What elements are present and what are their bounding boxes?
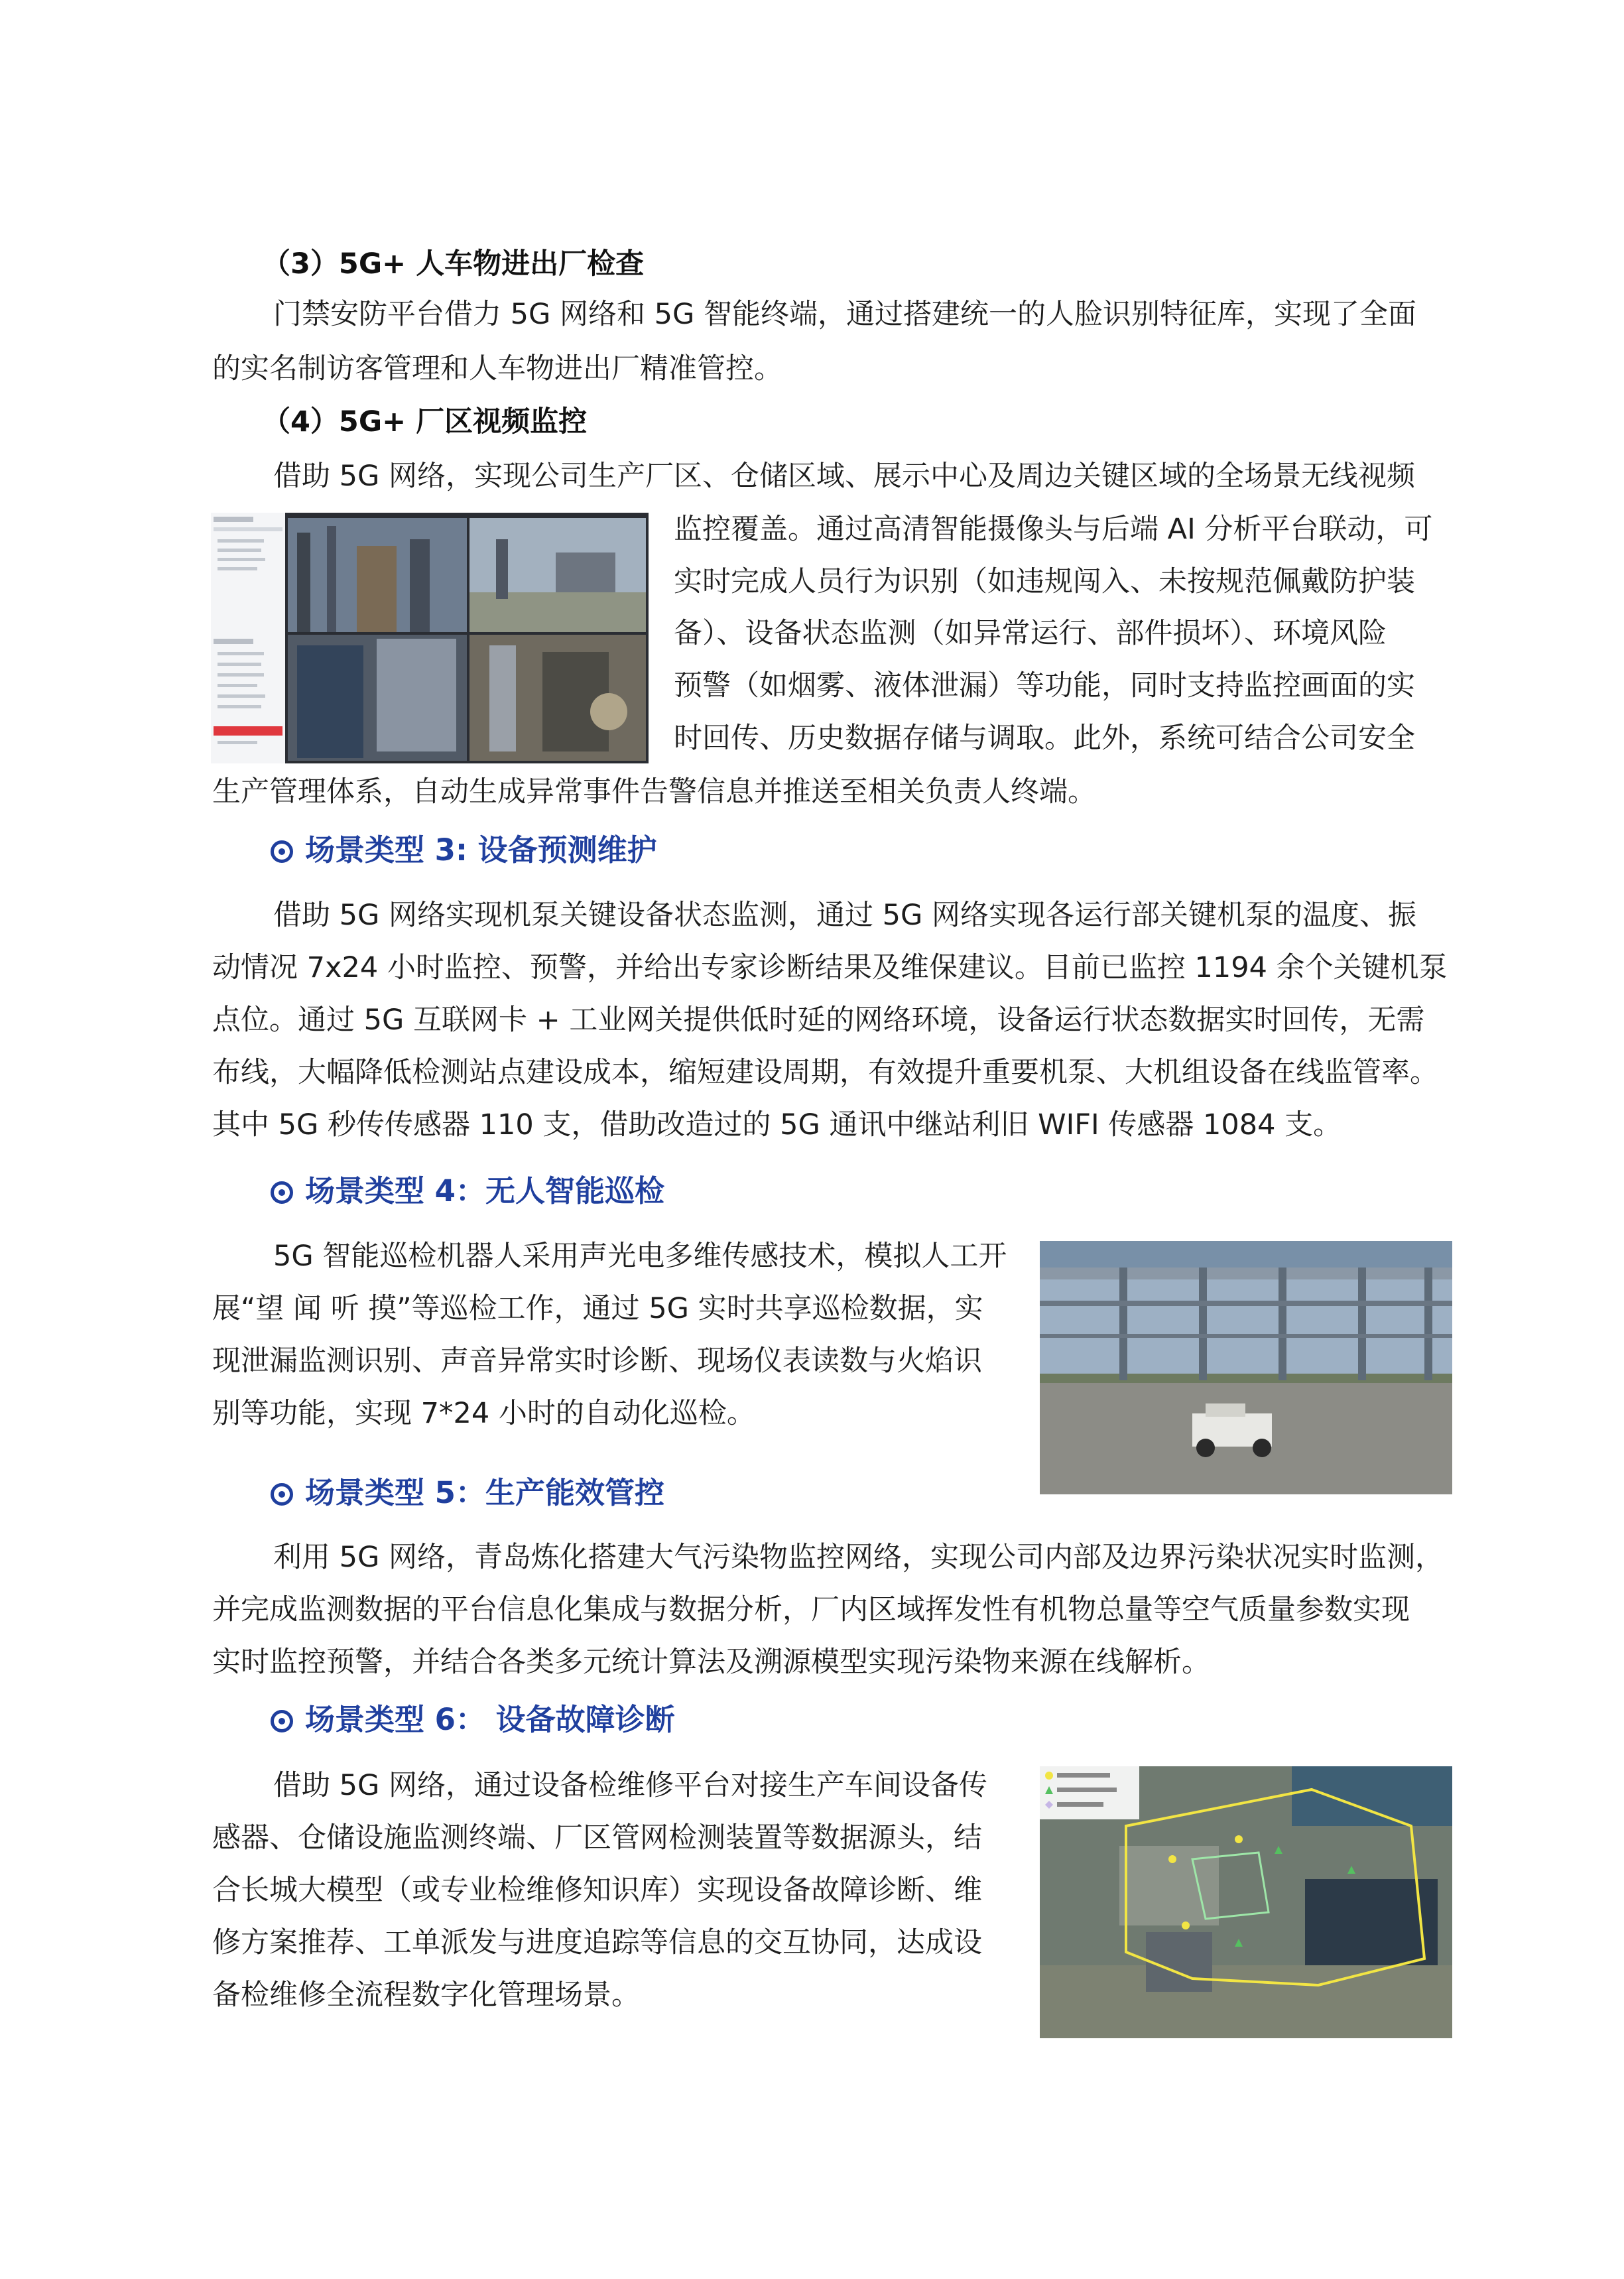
scene3-line-5: 其中 5G 秒传传感器 110 支，借助改造过的 5G 通讯中继站利旧 WIFI 传感器 1084 支。 bbox=[212, 1108, 1342, 1141]
scene4-line-2: 展“望 闻 听 摸”等巡检工作，通过 5G 实时共享巡检数据，实 bbox=[212, 1292, 983, 1325]
scene6-line-2: 感器、仓储设施监测终端、厂区管网检测装置等数据源头，结 bbox=[212, 1821, 982, 1855]
section4-line-6: 时回传、历史数据存储与调取。此外，系统可结合公司安全 bbox=[674, 722, 1415, 755]
scene6-line-1: 借助 5G 网络，通过设备检维修平台对接生产车间设备传 bbox=[273, 1769, 988, 1802]
section3-line-2: 的实名制访客管理和人车物进出厂精准管控。 bbox=[212, 352, 782, 385]
video-monitoring-screenshot bbox=[211, 513, 649, 763]
section4-line-2: 监控覆盖。通过高清智能摄像头与后端 AI 分析平台联动，可 bbox=[674, 513, 1433, 546]
scene3-heading-text: 场景类型 3: 设备预测维护 bbox=[305, 832, 657, 868]
section4-line-7: 生产管理体系，自动生成异常事件告警信息并推送至相关负责人终端。 bbox=[212, 775, 1096, 809]
scene3-line-4: 布线，大幅降低检测站点建设成本，缩短建设周期，有效提升重要机泵、大机组设备在线监管率。 bbox=[212, 1056, 1438, 1089]
scene4-line-4: 别等功能，实现 7*24 小时的自动化巡检。 bbox=[212, 1397, 755, 1430]
scene5-line-3: 实时监控预警，并结合各类多元统计算法及溯源模型实现污染物来源在线解析。 bbox=[212, 1646, 1210, 1679]
target-bullet-icon bbox=[271, 1483, 293, 1506]
target-bullet-icon bbox=[271, 840, 293, 863]
scene6-heading bbox=[271, 1699, 675, 1741]
section4-line-4: 备）、设备状态监测（如异常运行、部件损坏）、环境风险 bbox=[674, 617, 1387, 650]
scene5-line-2: 并完成监测数据的平台信息化集成与数据分析，厂内区域挥发性有机物总量等空气质量参数实现 bbox=[212, 1593, 1410, 1626]
scene6-line-3: 合长城大模型（或专业检维修知识库）实现设备故障诊断、维 bbox=[212, 1874, 982, 1907]
scene4-heading-text: 场景类型 4：无人智能巡检 bbox=[305, 1173, 664, 1208]
section4-line-3: 实时完成人员行为识别（如违规闯入、未按规范佩戴防护装 bbox=[674, 565, 1415, 598]
scene6-heading-text: 场景类型 6： 设备故障诊断 bbox=[305, 1702, 675, 1737]
scene4-line-1: 5G 智能巡检机器人采用声光电多维传感技术，模拟人工开 bbox=[273, 1240, 1007, 1273]
section3-heading: （3）5G+ 人车物进出厂检查 bbox=[262, 247, 645, 281]
target-bullet-icon bbox=[271, 1181, 293, 1204]
scene6-line-5: 备检维修全流程数字化管理场景。 bbox=[212, 1979, 640, 2012]
scene5-line-1: 利用 5G 网络，青岛炼化搭建大气污染物监控网络，实现公司内部及边界污染状况实时监测， bbox=[273, 1541, 1444, 1574]
scene4-line-3: 现泄漏监测识别、声音异常实时诊断、现场仪表读数与火焰识 bbox=[212, 1344, 982, 1378]
section4-line-5: 预警（如烟雾、液体泄漏）等功能，同时支持监控画面的实 bbox=[674, 669, 1415, 702]
scene3-line-2: 动情况 7x24 小时监控、预警，并给出专家诊断结果及维保建议。目前已监控 1194 余个关键机泵 bbox=[212, 951, 1448, 984]
scene3-line-3: 点位。通过 5G 互联网卡 + 工业网关提供低时延的网络环境，设备运行状态数据实时回传，无需 bbox=[212, 1004, 1425, 1037]
plant-aerial-map bbox=[1040, 1766, 1452, 2038]
target-bullet-icon bbox=[271, 1710, 293, 1732]
scene5-heading bbox=[271, 1472, 664, 1514]
scene4-heading bbox=[271, 1170, 664, 1212]
inspection-robot-photo bbox=[1040, 1241, 1452, 1494]
scene5-heading-text: 场景类型 5：生产能效管控 bbox=[305, 1475, 664, 1510]
section3-line-1: 门禁安防平台借力 5G 网络和 5G 智能终端，通过搭建统一的人脸识别特征库，实现了全面 bbox=[273, 298, 1417, 331]
scene6-line-4: 修方案推荐、工单派发与进度追踪等信息的交互协同，达成设 bbox=[212, 1926, 982, 1959]
section4-heading: （4）5G+ 厂区视频监控 bbox=[262, 405, 588, 438]
section4-line-1: 借助 5G 网络，实现公司生产厂区、仓储区域、展示中心及周边关键区域的全场景无线视频 bbox=[273, 460, 1416, 493]
scene3-line-1: 借助 5G 网络实现机泵关键设备状态监测，通过 5G 网络实现各运行部关键机泵的温度、振 bbox=[273, 899, 1417, 932]
scene3-heading bbox=[271, 829, 657, 872]
